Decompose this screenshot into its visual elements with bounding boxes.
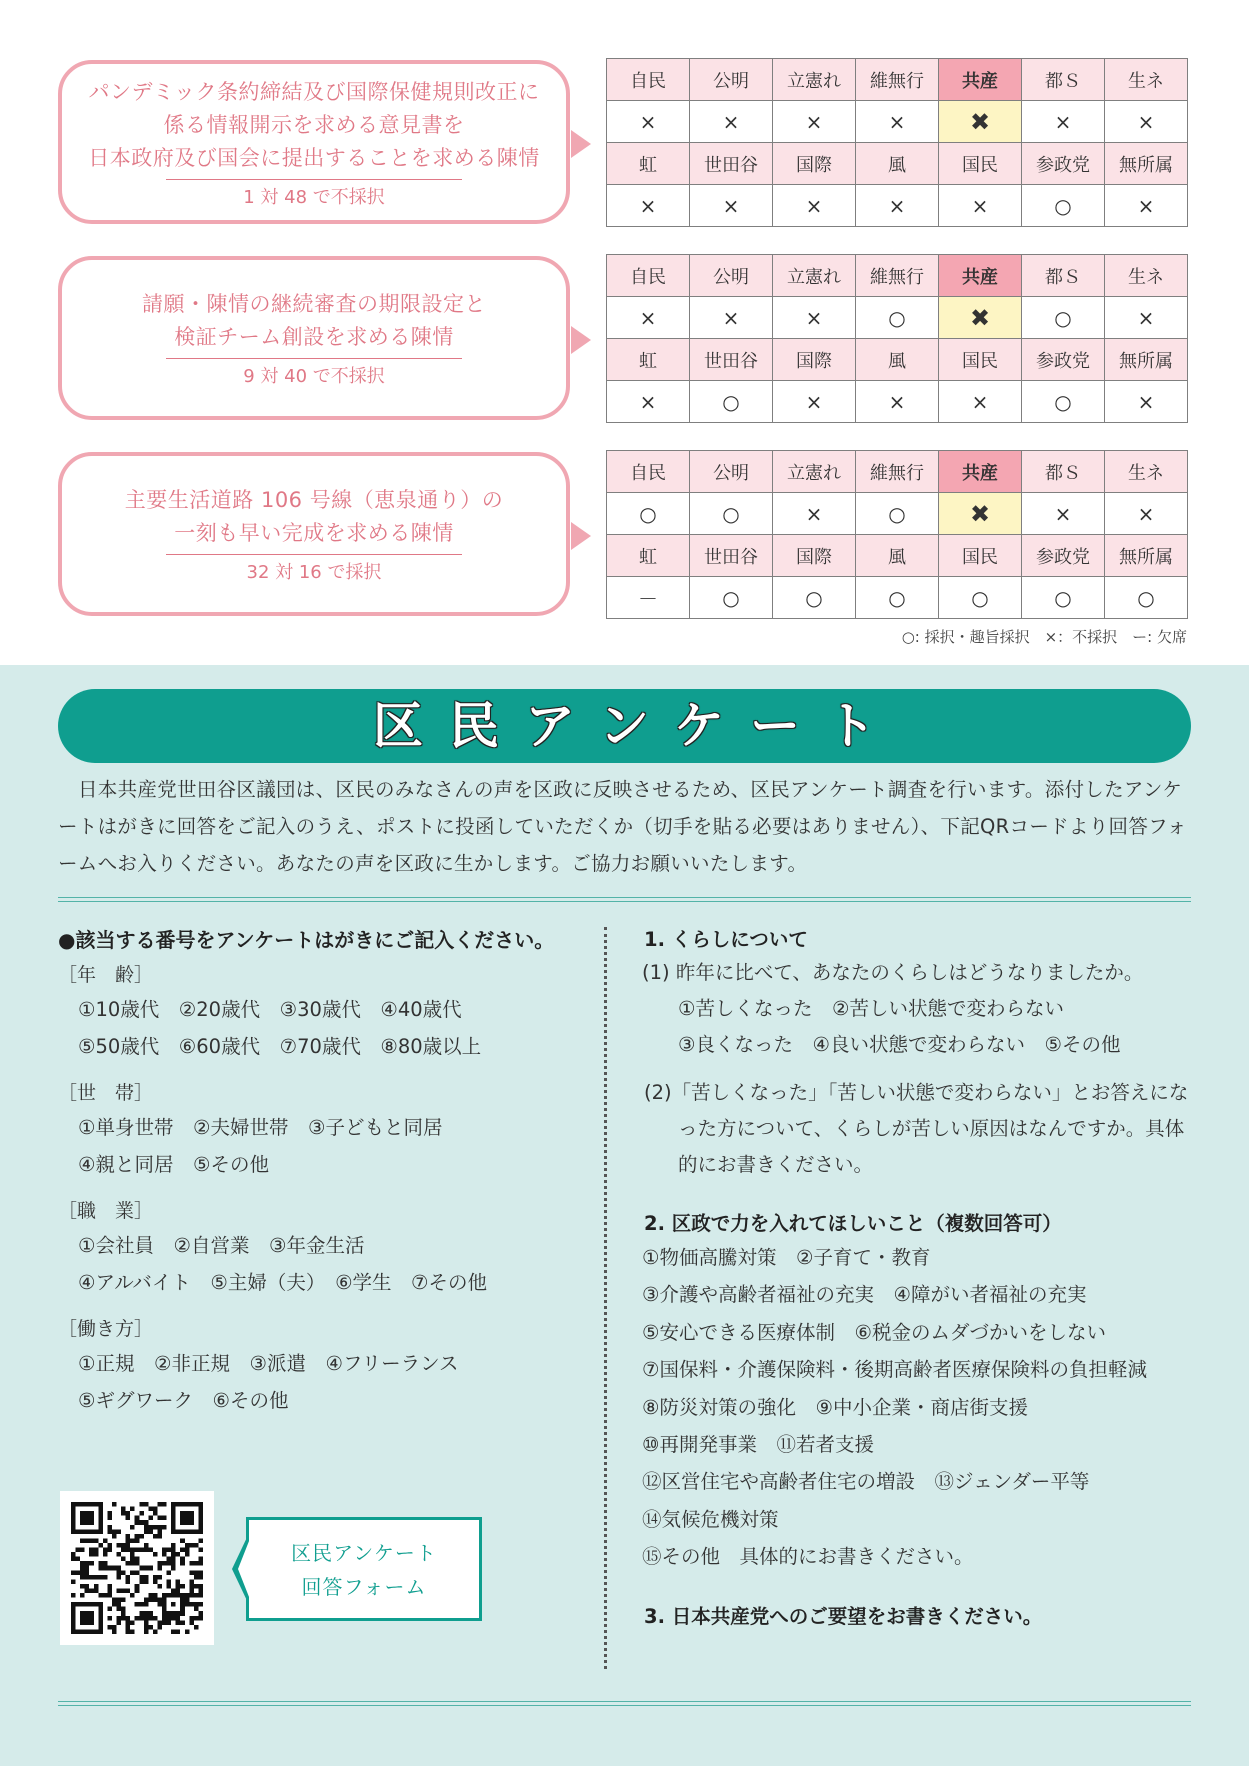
petition-title-line: 一刻も早い完成を求める陳情 [174, 521, 454, 545]
petition-1-bubble [58, 60, 570, 224]
petition-title-line: 係る情報開示を求める意見書を [163, 113, 465, 137]
vote-cell: ○ [773, 577, 856, 619]
party-cell: 生ネ [1105, 451, 1188, 493]
category-options: ⑤ギグワーク ⑥その他 [78, 1389, 289, 1412]
party-cell: 自民 [607, 255, 690, 297]
vote-cell: ○ [856, 493, 939, 535]
petition-title-line: 日本政府及び国会に提出することを求める陳情 [88, 146, 540, 170]
arrow-right-icon [571, 130, 591, 158]
petition-title-line: 主要生活道路 106 号線（恵泉通り）の [124, 488, 504, 512]
party-cell: 無所属 [1105, 339, 1188, 381]
vote-cell: × [856, 101, 939, 143]
petition-title-line: パンデミック条約締結及び国際保健規則改正に [88, 80, 540, 104]
category-options: ①会社員 ②自営業 ③年金生活 [78, 1234, 365, 1257]
divider [58, 897, 1191, 902]
vote-cell: × [939, 381, 1022, 423]
party-cell: 都Ｓ [1022, 59, 1105, 101]
petition-2-title [62, 288, 566, 354]
party-cell: 国際 [773, 143, 856, 185]
petition-3-result: 32 対 16 で採択 [246, 562, 382, 583]
vote-cell: × [773, 297, 856, 339]
vote-cell: × [607, 381, 690, 423]
category-options: ①10歳代 ②20歳代 ③30歳代 ④40歳代 [78, 998, 462, 1021]
question-2-option: ⑧防災対策の強化 ⑨中小企業・商店街支援 [642, 1395, 1028, 1419]
petition-2-result: 9 対 40 で不採択 [243, 366, 385, 387]
vote-cell: × [690, 101, 773, 143]
vote-cell: ○ [1022, 381, 1105, 423]
qr-code[interactable] [60, 1491, 214, 1645]
category-options: ④アルバイト ⑤主婦（夫） ⑥学生 ⑦その他 [78, 1271, 488, 1294]
vote-cell: × [856, 381, 939, 423]
vote-cell: ○ [856, 577, 939, 619]
question-1-2: (2)「苦しくなった」「苦しい状態で変わらない」とお答えになった方について、くらしが苦しい原因はなんですか。具体的にお書きください。 [644, 1081, 1189, 1176]
vote-cell: × [690, 297, 773, 339]
vote-cell: ○ [856, 297, 939, 339]
survey-form-button-line: 回答フォーム [301, 1575, 427, 1599]
vote-cell: × [690, 185, 773, 227]
question-1-1-options: ①苦しくなった ②苦しい状態で変わらない [678, 997, 1064, 1020]
party-cell: 無所属 [1105, 535, 1188, 577]
party-cell: 風 [856, 535, 939, 577]
vote-cell: × [1022, 101, 1105, 143]
party-cell: 自民 [607, 59, 690, 101]
category-work-style [58, 1313, 588, 1419]
survey-form-button[interactable] [246, 1517, 482, 1621]
survey-title-banner [58, 689, 1191, 763]
petition-1-title [62, 76, 566, 175]
survey-form-button-line: 区民アンケート [291, 1541, 437, 1565]
arrow-right-icon [571, 326, 591, 354]
party-cell: 無所属 [1105, 143, 1188, 185]
party-cell: 参政党 [1022, 339, 1105, 381]
party-cell: 公明 [690, 59, 773, 101]
survey-intro: 日本共産党世田谷区議団は、区民のみなさんの声を区政に反映させるため、区民アンケート調査を行います。添付したアンケートはがきに回答をご記入のうえ、ポストに投函していただくか（切手を貼る必要はありません）、下記QRコードより回答フォームへお入りください。あなたの声を区政に生かします。ご協力お願いいたします。 [58, 778, 1187, 875]
vote-cell: × [856, 185, 939, 227]
party-cell: 立憲れ [773, 255, 856, 297]
vote-cell: ○ [607, 493, 690, 535]
category-label: ［働き方］ [58, 1318, 154, 1340]
vote-cell: ○ [690, 577, 773, 619]
party-cell: 国際 [773, 535, 856, 577]
party-cell: 虹 [607, 535, 690, 577]
party-cell: 維無行 [856, 59, 939, 101]
party-cell-highlight: 共産 [939, 59, 1022, 101]
party-cell: 参政党 [1022, 143, 1105, 185]
divider [166, 179, 462, 180]
question-2-option: ③介護や高齢者福祉の充実 ④障がい者福祉の充実 [642, 1283, 1087, 1307]
vote-cell-highlight: ✖ [939, 493, 1022, 535]
question-2-heading: 2. 区政で力を入れてほしいこと（複数回答可） [644, 1212, 1062, 1235]
party-cell: 生ネ [1105, 59, 1188, 101]
category-options: ④親と同居 ⑤その他 [78, 1153, 269, 1176]
category-age [58, 959, 588, 1065]
survey-form-link[interactable] [232, 1517, 484, 1621]
party-cell: 国民 [939, 535, 1022, 577]
column-divider [604, 927, 607, 1669]
party-cell: 国際 [773, 339, 856, 381]
vote-legend: ○: 採択・趣旨採択 ×：不採択 ー: 欠席 [901, 628, 1187, 646]
petition-1 [58, 58, 1190, 230]
vote-cell: × [939, 185, 1022, 227]
petition-title-line: 請願・陳情の継続審査の期限設定と [142, 292, 486, 316]
vote-cell: ○ [1022, 577, 1105, 619]
category-options: ⑤50歳代 ⑥60歳代 ⑦70歳代 ⑧80歳以上 [78, 1035, 482, 1058]
category-label: ［年 齢］ [58, 964, 154, 986]
party-cell: 参政党 [1022, 535, 1105, 577]
petition-3-title [62, 484, 566, 550]
vote-cell: × [607, 101, 690, 143]
question-3-heading: 3. 日本共産党へのご要望をお書きください。 [644, 1604, 1043, 1628]
question-2-option: ⑫区営住宅や高齢者住宅の増設 ⑬ジェンダー平等 [642, 1470, 1090, 1494]
category-occupation [58, 1195, 588, 1301]
party-cell: 虹 [607, 143, 690, 185]
party-cell: 風 [856, 339, 939, 381]
party-cell: 世田谷 [690, 143, 773, 185]
question-2-option: ⑩再開発事業 ⑪若者支援 [642, 1433, 874, 1457]
arrow-left-icon-inner [238, 1536, 251, 1602]
vote-cell: × [773, 493, 856, 535]
party-cell: 立憲れ [773, 59, 856, 101]
question-2-option: ⑭気候危機対策 [642, 1507, 779, 1531]
party-cell: 世田谷 [690, 535, 773, 577]
category-label: ［職 業］ [58, 1200, 154, 1222]
vote-cell: × [607, 297, 690, 339]
category-household [58, 1077, 588, 1183]
party-cell: 立憲れ [773, 451, 856, 493]
petition-2-bubble [58, 256, 570, 420]
question-2-option: ⑦国保料・介護保険料・後期高齢者医療保険料の負担軽減 [642, 1358, 1147, 1382]
vote-cell: ○ [939, 577, 1022, 619]
party-cell: 国民 [939, 143, 1022, 185]
party-cell: 生ネ [1105, 255, 1188, 297]
petition-3-bubble [58, 452, 570, 616]
vote-cell: ○ [690, 381, 773, 423]
vote-cell: × [1105, 185, 1188, 227]
party-cell: 維無行 [856, 451, 939, 493]
vote-cell: × [1105, 297, 1188, 339]
petition-3 [58, 450, 1190, 622]
category-options: ①単身世帯 ②夫婦世帯 ③子どもと同居 [78, 1116, 443, 1139]
party-cell: 国民 [939, 339, 1022, 381]
petition-2-vote-table [606, 254, 1188, 423]
vote-cell: × [773, 101, 856, 143]
petition-2 [58, 254, 1190, 426]
vote-cell: × [607, 185, 690, 227]
party-cell: 虹 [607, 339, 690, 381]
party-cell: 世田谷 [690, 339, 773, 381]
vote-cell: ○ [1022, 297, 1105, 339]
petition-3-vote-table [606, 450, 1188, 619]
vote-cell: ○ [1022, 185, 1105, 227]
petition-title-line: 検証チーム創設を求める陳情 [174, 325, 454, 349]
vote-cell: × [773, 185, 856, 227]
vote-cell-highlight: ✖ [939, 101, 1022, 143]
party-cell-highlight: 共産 [939, 255, 1022, 297]
petition-1-result: 1 対 48 で不採択 [243, 187, 385, 208]
vote-cell: － [607, 577, 690, 619]
question-2-option: ①物価高騰対策 ②子育て・教育 [642, 1246, 931, 1269]
vote-cell: ○ [690, 493, 773, 535]
vote-cell: × [1105, 493, 1188, 535]
petition-1-vote-table [606, 58, 1188, 227]
party-cell: 公明 [690, 255, 773, 297]
question-2-option: ⑮その他 具体的にお書きください。 [642, 1545, 974, 1569]
divider [166, 554, 462, 555]
questions-column [642, 925, 1202, 1632]
survey-title: 区民アンケート [373, 697, 902, 755]
question-2-option: ⑤安心できる医療体制 ⑥税金のムダづかいをしない [642, 1320, 1106, 1344]
category-options: ①正規 ②非正規 ③派遣 ④フリーランス [78, 1352, 459, 1375]
category-label: ［世 帯］ [58, 1082, 154, 1104]
party-cell: 都Ｓ [1022, 255, 1105, 297]
party-cell-highlight: 共産 [939, 451, 1022, 493]
vote-cell: × [1022, 493, 1105, 535]
party-cell: 風 [856, 143, 939, 185]
party-cell: 公明 [690, 451, 773, 493]
divider [58, 1701, 1191, 1706]
question-1-1-options: ③良くなった ④良い状態で変わらない ⑤その他 [678, 1033, 1121, 1056]
survey-section [0, 665, 1249, 1766]
party-cell: 都Ｓ [1022, 451, 1105, 493]
question-1-heading: 1. くらしについて [644, 928, 808, 951]
vote-cell-highlight: ✖ [939, 297, 1022, 339]
demographics-heading: ●該当する番号をアンケートはがきにご記入ください。 [58, 928, 555, 952]
petition-votes-section [0, 0, 1249, 665]
vote-cell: × [773, 381, 856, 423]
party-cell: 自民 [607, 451, 690, 493]
vote-cell: ○ [1105, 577, 1188, 619]
demographics-column [58, 925, 588, 1419]
vote-cell: × [1105, 101, 1188, 143]
party-cell: 維無行 [856, 255, 939, 297]
question-1-1: (1) 昨年に比べて、あなたのくらしはどうなりましたか。 [642, 961, 1144, 984]
arrow-right-icon [571, 522, 591, 550]
qr-code-icon [71, 1502, 203, 1634]
divider [166, 358, 462, 359]
vote-cell: × [1105, 381, 1188, 423]
